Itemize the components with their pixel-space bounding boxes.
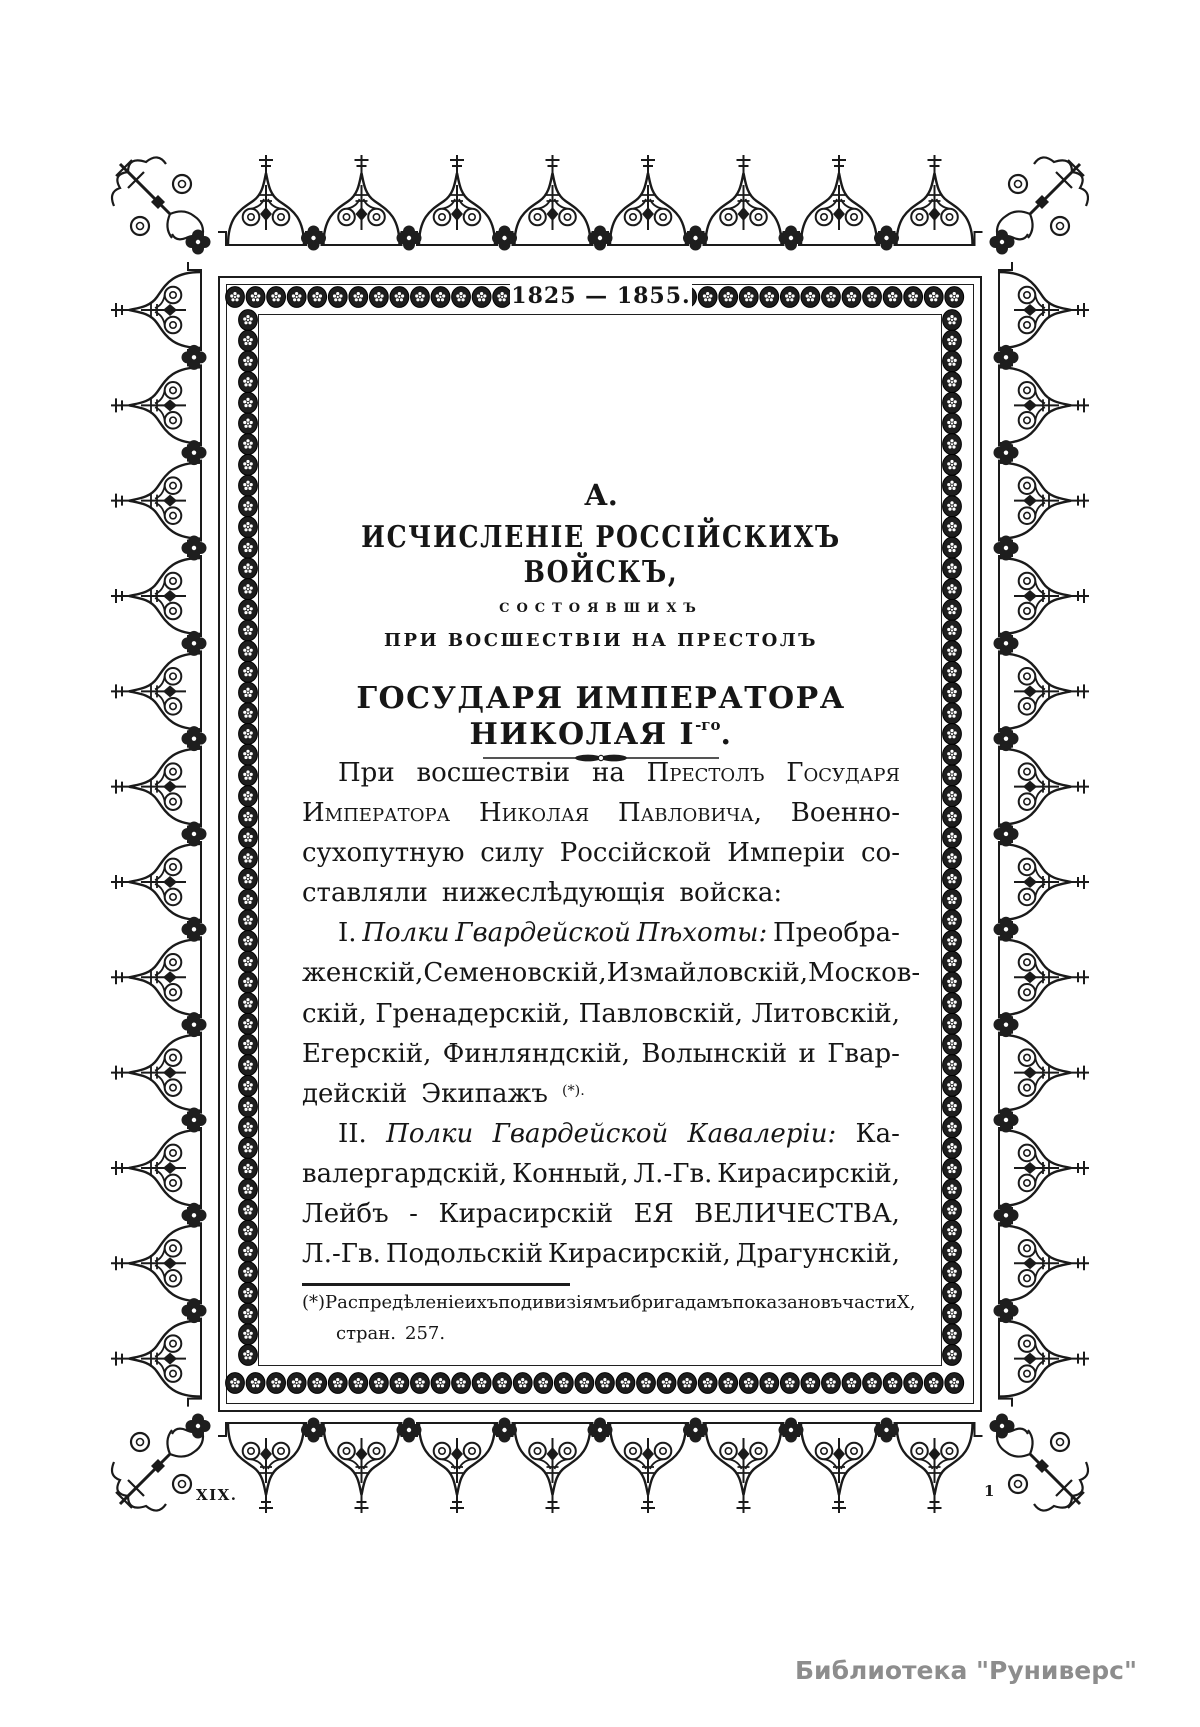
word: силу	[480, 838, 544, 869]
date-banner	[510, 280, 692, 313]
word: Лейбъ	[302, 1199, 389, 1230]
word: Драгунскій,	[735, 1239, 900, 1270]
word: Конный,	[511, 1158, 629, 1189]
text-line	[302, 1239, 900, 1279]
text-line	[338, 758, 900, 798]
word: сухопутную	[302, 838, 465, 869]
word: Престолъ	[646, 758, 765, 788]
word: Императора	[302, 798, 451, 829]
footnote	[302, 1292, 916, 1354]
word: Военно-	[790, 798, 900, 829]
word: Распредѣленіе	[325, 1292, 465, 1313]
word: ЕЯ	[633, 1199, 674, 1230]
word: Егерскій,	[302, 1038, 432, 1069]
page-number	[984, 1482, 994, 1500]
library-watermark	[795, 1656, 1137, 1685]
word: Россійской	[559, 838, 712, 869]
word: Кавалеріи:	[687, 1118, 837, 1149]
word: Полки	[362, 918, 450, 949]
text-line	[336, 1323, 900, 1354]
text-line	[338, 1119, 900, 1159]
subtitle-smallcaps-text: состоявшихъ	[499, 596, 703, 617]
word: Кирасирскій	[438, 1199, 614, 1230]
word: нижеслѣдующія	[441, 878, 666, 909]
emperor-title-superscript: -го	[695, 716, 721, 734]
word: Подольскій	[385, 1239, 543, 1270]
word: Кирасирскій,	[547, 1239, 731, 1270]
text-line	[302, 1199, 900, 1239]
word: Преобра-	[773, 918, 900, 949]
word: валергардскій,	[302, 1158, 508, 1189]
main-title	[258, 520, 944, 590]
footnote-rule	[302, 1283, 570, 1286]
text-line	[302, 1039, 900, 1079]
text-line	[302, 838, 900, 878]
text-line	[302, 878, 900, 918]
word: Финляндскій,	[442, 1038, 630, 1069]
word: дивизіямъ	[521, 1292, 619, 1313]
word: показано	[732, 1292, 821, 1313]
word: X,	[896, 1292, 916, 1313]
word: Гвар-	[827, 1038, 900, 1069]
library-watermark-text: Библиотека "Руниверс"	[795, 1656, 1137, 1685]
signature-mark	[196, 1486, 238, 1504]
word: Пѣхоты:	[636, 918, 768, 949]
word: Гренадерскій,	[375, 998, 571, 1029]
word: въ	[820, 1292, 843, 1313]
subtitle-caps-text: ПРИ ВОСШЕСТВІИ НА ПРЕСТОЛЪ	[384, 630, 818, 651]
word: Государя	[786, 758, 900, 788]
word: части	[842, 1292, 897, 1313]
word: скій,	[302, 998, 367, 1029]
word: Волынскій	[641, 1038, 788, 1069]
word: Измайловскій,	[606, 958, 809, 989]
word: Павловскій,	[578, 998, 744, 1029]
word: I.	[338, 918, 357, 949]
word: Л.-Гв.	[302, 1239, 381, 1270]
word: женскій,	[302, 958, 424, 989]
text-line	[338, 918, 900, 958]
word: Семеновскій,	[423, 958, 607, 989]
word: ихъ	[464, 1292, 499, 1313]
emperor-title-period: .	[720, 717, 733, 752]
word: Экипажъ	[421, 1078, 548, 1109]
emperor-title-main: ГОСУДАРЯ ИМПЕРАТОРА НИКОЛАЯ I	[356, 681, 846, 752]
text-line	[302, 1159, 900, 1199]
word: на	[591, 758, 625, 788]
word: Л.-Гв.	[633, 1158, 713, 1189]
word: Москов-	[808, 958, 921, 989]
word: Гвардейской	[492, 1118, 669, 1149]
word: Литовскій,	[751, 998, 900, 1029]
subtitle-smallcaps	[258, 596, 944, 617]
word: со-	[860, 838, 900, 869]
word: ВЕЛИЧЕСТВА,	[694, 1199, 900, 1230]
word: Павловича,	[617, 798, 762, 829]
main-title-text: ИСЧИСЛЕНІЕ РОССІЙСКИХЪ ВОЙСКЪ,	[361, 520, 841, 590]
word: (*).	[561, 1082, 585, 1099]
text-line	[302, 999, 900, 1039]
body-text	[302, 758, 921, 1279]
word: (*)	[302, 1292, 326, 1313]
section-letter	[258, 478, 944, 512]
word: и	[618, 1292, 631, 1313]
word: бригадамъ	[630, 1292, 733, 1313]
word: и	[798, 1038, 816, 1069]
text-line	[302, 1292, 916, 1323]
word: восшествіи	[416, 758, 571, 788]
word: II.	[338, 1118, 367, 1149]
word: -	[409, 1199, 418, 1230]
word: войска:	[679, 878, 783, 909]
word: дейскій	[302, 1078, 408, 1109]
word: Кирасирскій,	[717, 1158, 900, 1189]
word: Полки	[386, 1118, 474, 1149]
text-line	[302, 1079, 900, 1119]
word: 257.	[405, 1323, 446, 1344]
word: При	[338, 758, 395, 788]
section-letter-text: А.	[584, 478, 618, 512]
word: стран.	[336, 1323, 397, 1344]
text-line	[302, 798, 900, 838]
word: Имперіи	[727, 838, 846, 869]
word: Ка-	[855, 1118, 900, 1149]
word: Гвардейской	[455, 918, 631, 949]
word: по	[498, 1292, 522, 1313]
page-number-text: 1	[984, 1482, 995, 1500]
date-range: 1825 — 1855.	[511, 283, 691, 309]
word: ставляли	[302, 878, 428, 909]
signature-mark-text: XIX.	[196, 1486, 238, 1504]
emperor-title	[258, 681, 944, 752]
subtitle-caps	[258, 630, 944, 651]
word: Николая	[478, 798, 590, 829]
text-line	[302, 958, 921, 998]
